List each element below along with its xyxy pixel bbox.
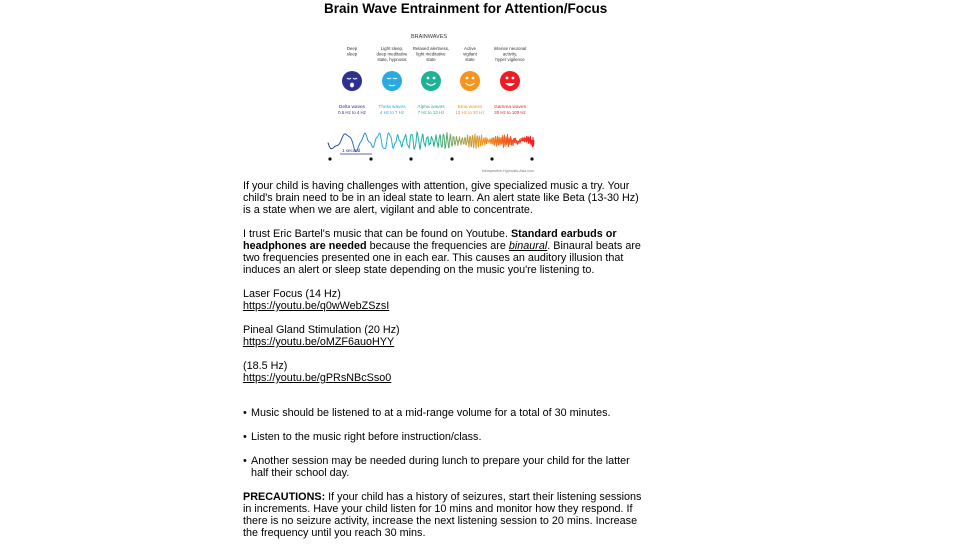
wave-name: Theta waves — [378, 105, 406, 110]
state-label: Intense neuronal — [493, 46, 527, 51]
list-item: • Music should be listened to at a mid-range volume for a total of 30 minutes. — [243, 407, 611, 419]
timeline-tick — [490, 157, 493, 160]
state-label: deep meditative — [376, 51, 408, 57]
state-label: activity, — [502, 51, 518, 57]
state-label: Light sleep, — [380, 46, 404, 51]
bullet-icon: • — [243, 431, 247, 443]
state-label: state — [465, 56, 475, 62]
trust-paragraph — [243, 228, 643, 276]
state-label: vigilant — [463, 51, 477, 57]
face-icon — [460, 71, 480, 91]
precautions-paragraph — [243, 491, 643, 539]
brainwaves-figure — [318, 24, 540, 176]
timeline-tick — [369, 157, 372, 160]
track-name: (18.5 Hz) — [243, 360, 288, 372]
bullet-icon: • — [243, 407, 247, 419]
bullet-icon: • — [243, 455, 247, 467]
track-link[interactable]: https://youtu.be/q0wWebZSzsI — [243, 300, 390, 312]
state-label: Relaxed alertness, — [412, 46, 450, 51]
binaural-term: binaural — [508, 240, 548, 252]
timeline-tick — [328, 157, 331, 160]
wave-name: Gamma waves — [494, 105, 526, 110]
state-label: sleep — [346, 51, 358, 57]
trust-tail: . Binaural beats are two frequencies presented one in each ear. This causes an auditory illusion that induces an alert or sleep state depending on the music you're listening to. — [243, 240, 641, 276]
brainwave-state — [377, 46, 409, 115]
state-label: hyper vigilence — [495, 56, 525, 62]
wave-name: Delta waves — [338, 105, 366, 110]
figure-heading: BRAINWAVES — [410, 34, 448, 40]
timeline-tick — [530, 157, 533, 160]
timeline-tick — [409, 157, 412, 160]
face-icon — [500, 71, 520, 91]
headphones-note: Standard earbuds or headphones are needed — [243, 228, 617, 252]
state-label: Active — [464, 46, 476, 51]
timeline-tick — [450, 157, 453, 160]
wave-range: 13 Hz to 30 Hz — [455, 110, 485, 115]
wave-range: 4 Hz to 7 Hz — [379, 110, 405, 115]
trust-lead: I trust Eric Bartel's music that can be found on Youtube. — [243, 228, 511, 240]
wave-range: 0.5 Hz to 4 Hz — [338, 110, 366, 115]
brainwave-state — [338, 46, 366, 115]
figure-credit: Introspective-Hypnosis-Asia.com — [481, 169, 534, 173]
article-body — [243, 180, 643, 539]
brainwave-state — [455, 46, 484, 115]
track-name: Pineal Gland Stimulation (20 Hz) — [243, 324, 400, 336]
track-name: Laser Focus (14 Hz) — [243, 288, 341, 300]
state-label: state, hypnosis — [377, 56, 407, 62]
track-link[interactable]: https://youtu.be/gPRsNBcSso0 — [243, 372, 392, 384]
wave-name: Beta waves — [457, 105, 483, 110]
wave-range: 30 Hz to 100 Hz — [494, 110, 526, 115]
face-icon — [421, 71, 441, 91]
wave-name: Alpha waves — [417, 105, 445, 110]
wave-range: 7 Hz to 13 Hz — [417, 110, 445, 115]
brainwave-state — [494, 46, 527, 115]
face-icon — [382, 71, 402, 91]
state-label: Deep — [346, 46, 358, 51]
brainwave-state — [413, 46, 449, 115]
face-icon — [342, 71, 362, 91]
scale-label: 1 second — [342, 148, 361, 153]
state-label: state — [426, 56, 436, 62]
page-title: Brain Wave Entrainment for Attention/Focus — [324, 1, 608, 16]
list-item: • Listen to the music right before instruction/class. — [243, 431, 482, 443]
precautions-text: If your child has a history of seizures, start their listening sessions in increments. Have your child listen for 10 mins and monitor how they respond. If there is no seizure activity, increase the next listening session to 20 mins. Increase the frequency until you reach 30 mins. — [243, 491, 642, 539]
trust-mid: because the frequencies are — [366, 240, 509, 252]
precautions-label: PRECAUTIONS: — [243, 491, 326, 503]
state-label: light meditative — [416, 51, 446, 57]
track-link[interactable]: https://youtu.be/oMZF6auoHYY — [243, 336, 395, 348]
list-item: • Another session may be needed during lunch to prepare your child for the latter half their school day. — [243, 455, 630, 479]
intro-paragraph: If your child is having challenges with attention, give specialized music a try. Your child's brain need to be in an ideal state to learn. An alert state like Beta (13-30 Hz) is a state when we are alert, vigilant and able to concentrate. — [243, 180, 639, 216]
